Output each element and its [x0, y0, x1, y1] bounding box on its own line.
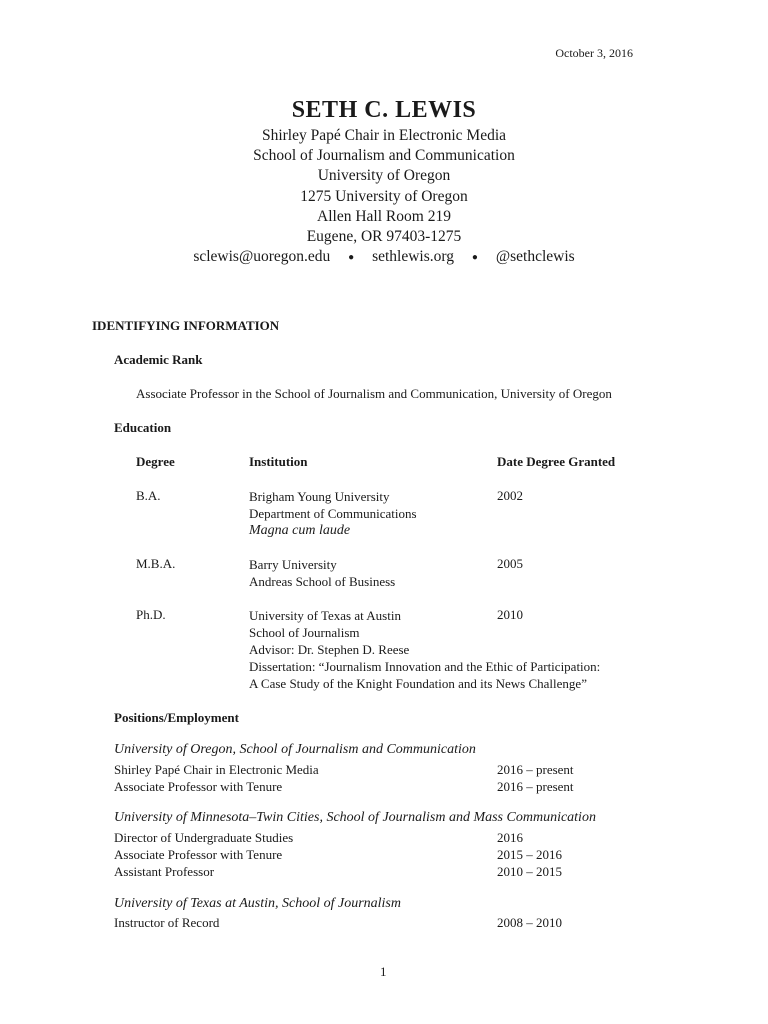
role-title: Associate Professor with Tenure — [114, 847, 283, 862]
institution-department: School of Journalism — [249, 625, 360, 640]
subheading-education: Education — [114, 420, 172, 435]
institution-ba — [249, 488, 417, 539]
role-title: Assistant Professor — [114, 864, 215, 879]
role-dates: 2016 – present — [497, 762, 574, 777]
institution-texas: University of Texas at Austin, School of Journalism — [114, 896, 401, 911]
dissertation-line: Dissertation: “Journalism Innovation and the Ethic of Participation: — [249, 659, 601, 674]
school-line: School of Journalism and Communication — [253, 147, 515, 165]
cv-header — [0, 94, 768, 268]
address-line: 1275 University of Oregon — [300, 187, 468, 205]
column-header-degree: Degree — [136, 454, 175, 469]
dissertation-line-2: A Case Study of the Knight Foundation and its News Challenge” — [249, 676, 587, 691]
subheading-academic-rank: Academic Rank — [114, 352, 203, 367]
date-phd: 2010 — [497, 607, 523, 622]
institution-mba — [249, 556, 395, 590]
column-header-institution: Institution — [249, 454, 308, 469]
institution-department: Andreas School of Business — [249, 574, 396, 589]
date-ba: 2002 — [497, 488, 523, 503]
bullet-icon: ● — [471, 251, 478, 263]
email-link[interactable]: sclewis@uoregon.edu — [193, 248, 331, 266]
institution-department: Department of Communications — [249, 506, 417, 521]
role-title: Associate Professor with Tenure — [114, 779, 283, 794]
section-heading-identifying: IDENTIFYING INFORMATION — [92, 318, 280, 333]
twitter-handle[interactable]: @sethclewis — [495, 248, 575, 266]
institution-name: Barry University — [249, 557, 337, 572]
date-mba: 2005 — [497, 556, 523, 571]
city-line: Eugene, OR 97403-1275 — [306, 228, 462, 246]
academic-rank-text: Associate Professor in the School of Journalism and Communication, University of Oregon — [136, 386, 612, 401]
institution-oregon: University of Oregon, School of Journalism and Communication — [114, 742, 476, 757]
role-dates: 2015 – 2016 — [497, 847, 562, 862]
column-header-date: Date Degree Granted — [497, 454, 616, 469]
subheading-positions: Positions/Employment — [114, 710, 239, 725]
document-date: October 3, 2016 — [555, 46, 633, 60]
person-name: SETH C. LEWIS — [291, 97, 477, 123]
room-line: Allen Hall Room 219 — [317, 207, 451, 225]
institution-name: Brigham Young University — [249, 489, 390, 504]
website-link[interactable]: sethlewis.org — [372, 248, 455, 266]
role-dates: 2008 – 2010 — [497, 915, 562, 930]
degree-mba: M.B.A. — [136, 556, 176, 571]
role-dates: 2016 – present — [497, 779, 574, 794]
degree-ba: B.A. — [136, 488, 161, 503]
page-number: 1 — [380, 964, 387, 979]
role-dates: 2016 — [497, 830, 523, 845]
role-dates: 2010 – 2015 — [497, 864, 562, 879]
degree-phd: Ph.D. — [136, 607, 166, 622]
advisor-line: Advisor: Dr. Stephen D. Reese — [249, 642, 410, 657]
institution-phd — [249, 607, 600, 692]
institution-minnesota: University of Minnesota–Twin Cities, School of Journalism and Mass Communication — [114, 810, 596, 825]
institution-honor: Magna cum laude — [249, 523, 351, 538]
bullet-icon: ● — [348, 251, 355, 263]
role-title: Instructor of Record — [114, 915, 220, 930]
contact-line — [0, 247, 768, 267]
role-title: Shirley Papé Chair in Electronic Media — [114, 762, 319, 777]
institution-name: University of Texas at Austin — [249, 608, 401, 623]
university-line: University of Oregon — [317, 167, 451, 185]
title-line: Shirley Papé Chair in Electronic Media — [261, 127, 507, 144]
role-title: Director of Undergraduate Studies — [114, 830, 294, 845]
